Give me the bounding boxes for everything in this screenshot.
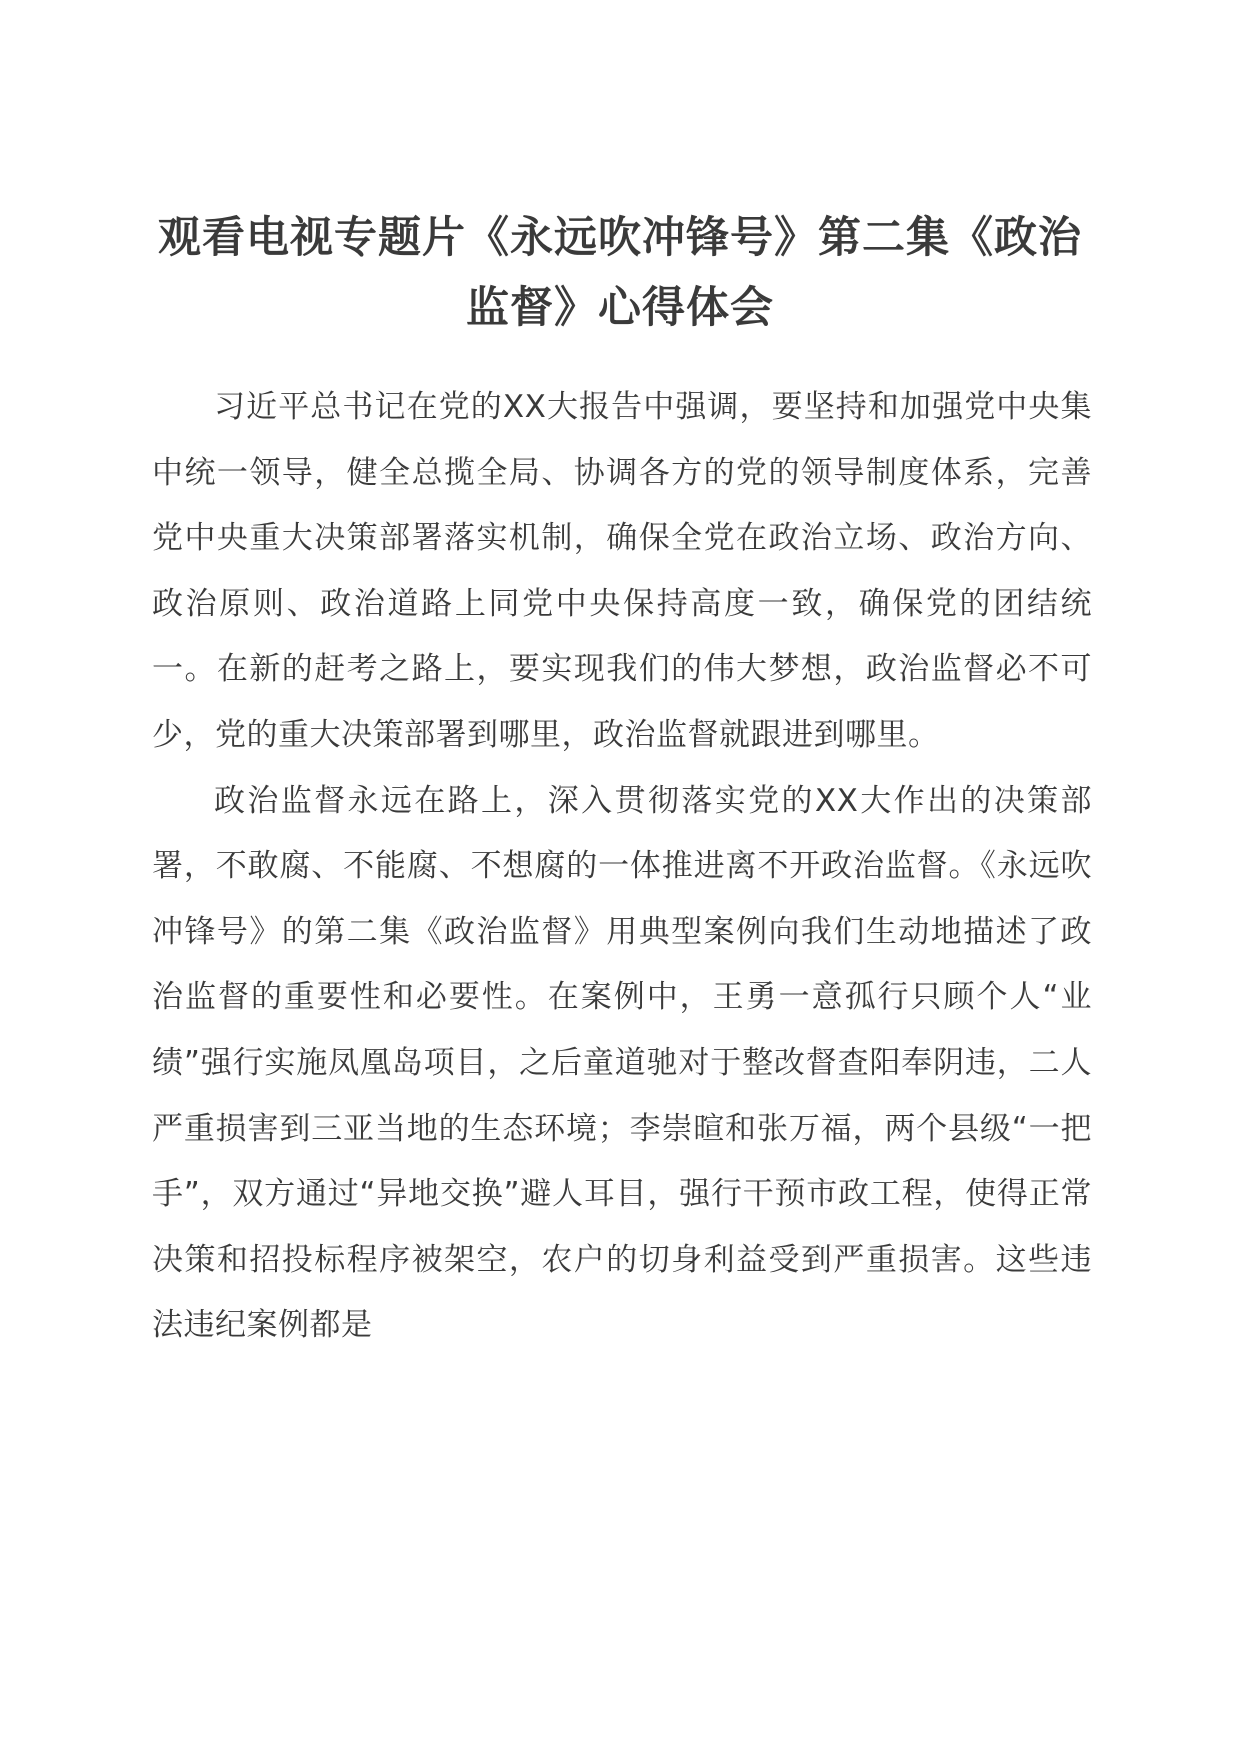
- document-title: 观看电视专题片《永远吹冲锋号》第二集《政治监督》心得体会: [158, 213, 1082, 333]
- paragraph: 政治监督永远在路上，深入贯彻落实党的XX大作出的决策部署，不敢腐、不能腐、不想腐的一体推进离不开政治监督。《永远吹冲锋号》的第二集《政治监督》用典型案例向我们生动地描述了政治监督的重要性和必要性。在案例中，王勇一意孤行只顾个人“业绩”强行实施凤凰岛项目，之后童道驰对于整改督查阳奉阴违，二人严重损害到三亚当地的生态环境；李崇暄和张万福，两个县级“一把手”，双方通过“异地交换”避人耳目，强行干预市政工程，使得正常决策和招投标程序被架空，农户的切身利益受到严重损害。这些违法违纪案例都是: [152, 782, 1092, 1344]
- document-body: [152, 375, 1092, 1359]
- paragraph: 习近平总书记在党的XX大报告中强调，要坚持和加强党中央集中统一领导，健全总揽全局、协调各方的党的领导制度体系，完善党中央重大决策部署落实机制，确保全党在政治立场、政治方向、政治原则、政治道路上同党中央保持高度一致，确保党的团结统一。在新的赶考之路上，要实现我们的伟大梦想，政治监督必不可少，党的重大决策部署到哪里，政治监督就跟进到哪里。: [152, 389, 1092, 753]
